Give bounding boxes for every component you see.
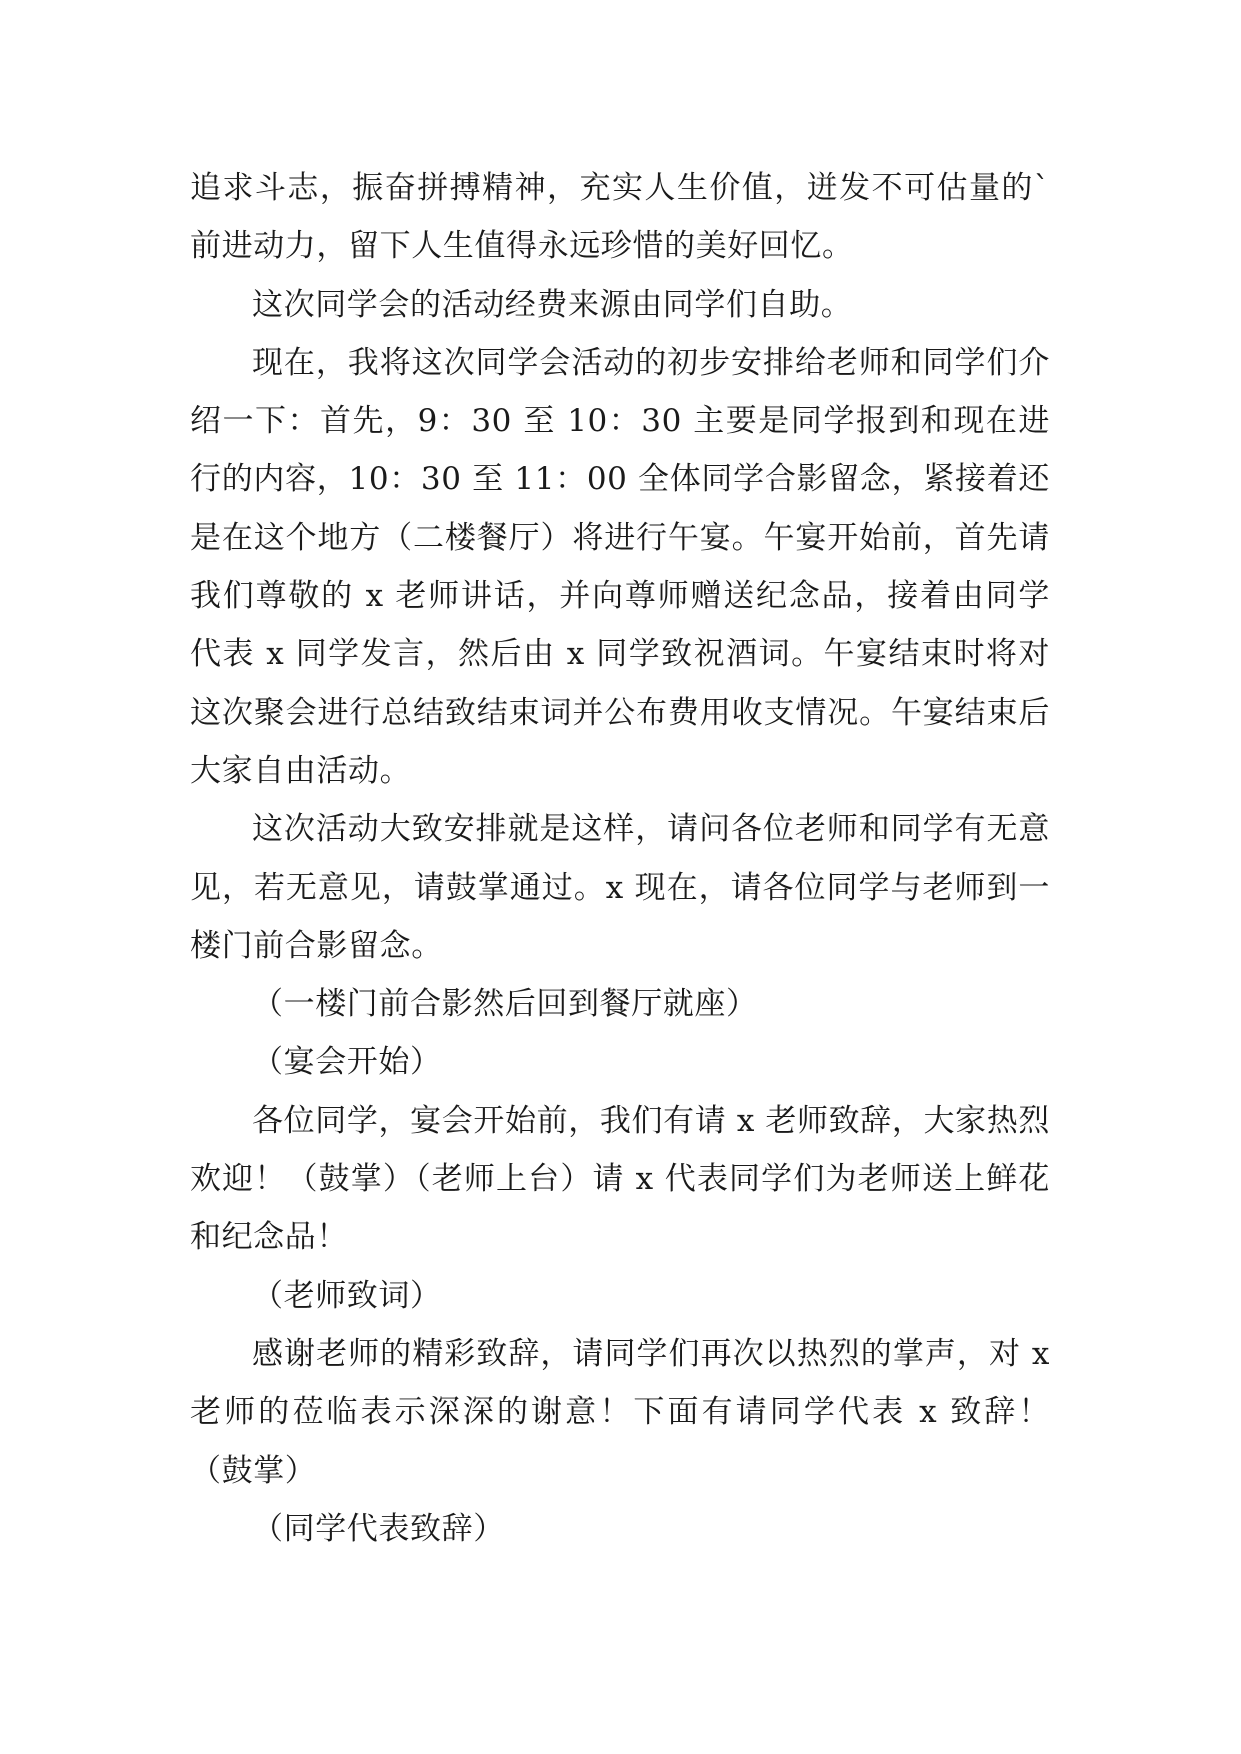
paragraph-9: 感谢老师的精彩致辞，请同学们再次以热烈的掌声，对 x 老师的莅临表示深深的谢意！下面有请同学代表 x 致辞！（鼓掌）: [190, 1335, 1050, 1489]
paragraph-2: 这次同学会的活动经费来源由同学们自助。: [252, 286, 853, 323]
paragraph-10: （同学代表致辞）: [252, 1510, 505, 1547]
paragraph-3: 现在，我将这次同学会活动的初步安排给老师和同学们介绍一下：首先，9：30 至 10：30 主要是同学报到和现在进行的内容，10：30 至 11：00 全体同学合影留念，紧接着还是在这个地方（二楼餐厅）将进行午宴。午宴开始前，首先请我们尊敬的 x 老师讲话，并向尊师赠送纪念品，接着由同学代表 x 同学发言，然后由 x 同学致祝酒词。午宴结束时将对这次聚会进行总结致结束词并公布费用收支情况。午宴结束后大家自由活动。: [190, 344, 1050, 789]
paragraph-8: （老师致词）: [252, 1277, 442, 1314]
paragraph-5: （一楼门前合影然后回到餐厅就座）: [252, 986, 758, 1023]
paragraph-6: （宴会开始）: [252, 1044, 442, 1081]
paragraph-4: 这次活动大致安排就是这样，请问各位老师和同学有无意见，若无意见，请鼓掌通过。x 现在，请各位同学与老师到一楼门前合影留念。: [190, 811, 1050, 964]
document-body: [190, 159, 1050, 1558]
paragraph-1: 追求斗志，振奋拼搏精神，充实人生价值，迸发不可估量的`前进动力，留下人生值得永远珍惜的美好回忆。: [190, 170, 1050, 265]
paragraph-7: 各位同学，宴会开始前，我们有请 x 老师致辞，大家热烈欢迎！（鼓掌）（老师上台）请 x 代表同学们为老师送上鲜花和纪念品！: [190, 1102, 1050, 1256]
